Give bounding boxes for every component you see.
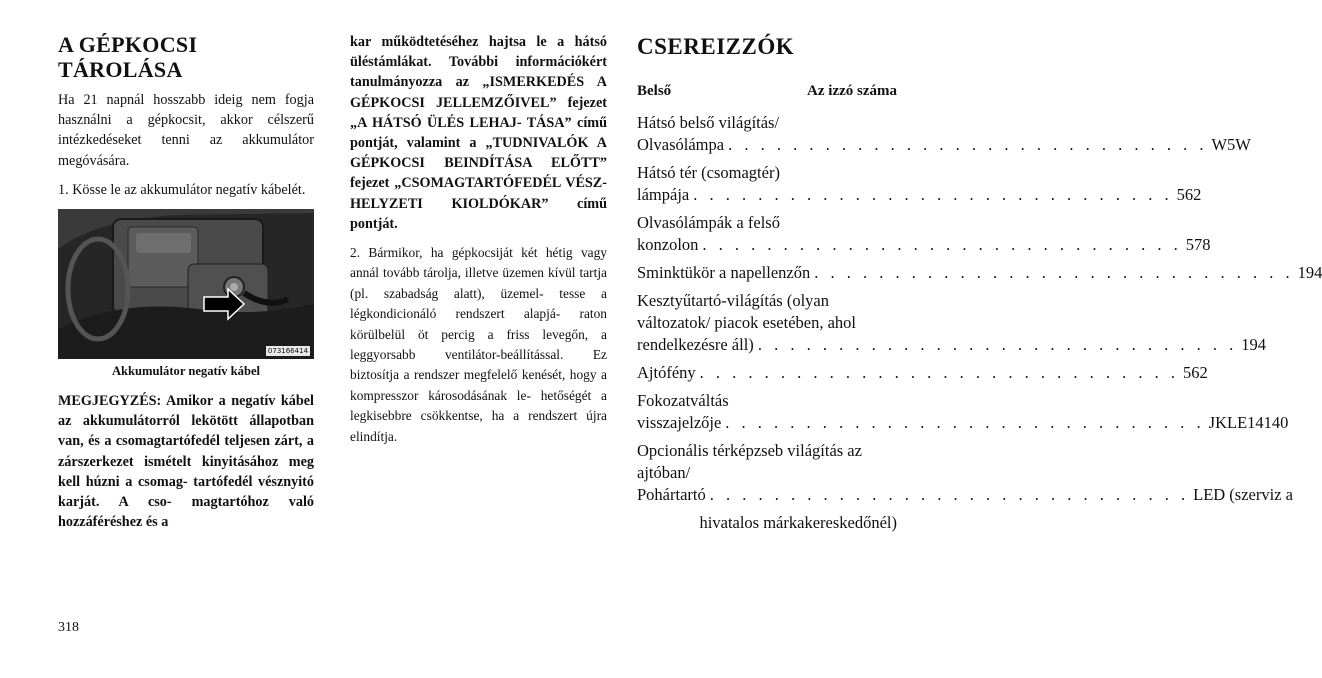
bulb-entry-label: konzolon <box>637 235 699 254</box>
section-heading-storage <box>58 32 314 82</box>
section-heading-bulbs: CSEREIZZÓK <box>637 34 795 59</box>
bulb-entry <box>637 112 1251 156</box>
battery-photo <box>58 209 314 359</box>
bulb-entry-label: rendelkezésre áll) <box>637 335 754 354</box>
storage-intro-paragraph: Ha 21 napnál hosszabb ideig nem fogja használni a gépkocsit, akkor célszerű intézkedéseket tenni az akkumulátor megóvására. <box>58 92 314 169</box>
bulb-entry-label: Sminktükör a napellenzőn <box>637 263 811 282</box>
dot-leader: . . . . . . . . . . . . . . . . . . . . . . . . . . . . . . <box>728 135 1208 154</box>
left-column <box>58 32 314 541</box>
bulb-entry <box>637 162 1202 206</box>
middle-column <box>350 32 607 456</box>
right-column <box>637 32 1322 540</box>
battery-illustration <box>58 209 314 359</box>
bulb-entry-description: Olvasólámpák a felső <box>637 213 780 232</box>
bulb-entry <box>637 212 1211 256</box>
bulb-entry-line <box>637 134 1251 156</box>
bulb-entry-description: Kesztyűtartó-világítás (olyan változatok/ piacok esetében, ahol <box>637 291 856 332</box>
bulb-entry <box>637 362 1208 384</box>
bulb-entry-value: 194 <box>1241 335 1266 354</box>
bulb-entry-value: 562 <box>1176 185 1202 204</box>
bulb-entry-line <box>637 334 1266 356</box>
bulb-entry-value: JKLE14140 <box>1208 413 1289 432</box>
table-header-interior: Belső <box>637 83 672 99</box>
dot-leader: . . . . . . . . . . . . . . . . . . . . . . . . . . . . . . <box>757 335 1238 354</box>
bulb-entry-label: Pohártartó <box>637 485 706 504</box>
step-2-paragraph: 2. Bármikor, ha gépkocsiját két hétig vagy annál tovább tárolja, illetve üzemen kívül tartja (pl. szabadság alatt), üzemel- tesse a légkondicionáló rendszert alapjá- raton körülbelül öt percig a friss levegőn, a leggyorsabb ventilátor-beállítással. Ez biztosítja a rendszer megfelelő kenését, hogy a kompresszor károsodásának le- hetőségét a legkisebbre csökkentse, ha a rendszert újra elindítja. <box>350 245 607 444</box>
bulb-entry-label: lámpája <box>637 185 690 204</box>
bulb-entry <box>637 390 1289 434</box>
bulb-entry-line <box>637 412 1289 434</box>
bulb-entry-label: Olvasólámpa <box>637 135 725 154</box>
bulb-entry-description: Hátsó tér (csomagtér) <box>637 163 780 182</box>
bulb-entry-label: visszajelzője <box>637 413 722 432</box>
bulb-entry-description: Opcionális térképzseb világítás az ajtóban/ <box>637 441 862 482</box>
photo-caption: Akkumulátor negatív kábel <box>111 364 261 379</box>
bulb-entry-value: 578 <box>1185 235 1211 254</box>
dot-leader: . . . . . . . . . . . . . . . . . . . . . . . . . . . . . . <box>702 235 1182 254</box>
bulb-entry-line <box>637 234 1211 256</box>
step-1-paragraph: 1. Kösse le az akkumulátor negatív kábelét. <box>58 181 306 198</box>
bulb-entry-value: W5W <box>1211 135 1251 154</box>
dot-leader: . . . . . . . . . . . . . . . . . . . . . . . . . . . . . . <box>709 485 1190 504</box>
bulb-table-header <box>637 83 897 100</box>
bulb-entry-value: LED (szerviz a <box>1193 485 1293 504</box>
note-continuation-paragraph: kar működtetéséhez hajtsa le a hátsó üléstámlákat. További információkért tanulmányozza az „ISMERKEDÉS A GÉPKOCSI JELLEMZŐIVEL” fejezet „A HÁTSÓ ÜLÉS LEHAJ- TÁSA” című pontját, valamint a „TUDNIVALÓK A GÉPKOCSI BEINDÍTÁSA ELŐTT” fejezet „CSOMAGTARTÓFEDÉL VÉSZ- HELYZETI KIOLDÓKAR” című pontját. <box>350 34 607 232</box>
bulb-entry <box>637 440 1293 506</box>
note-paragraph: MEGJEGYZÉS: Amikor a negatív kábel az akkumulátorról lekötött állapotban van, és a csomagtartófedél teljesen zárt, a zárszerkezet ismételt kinyitásához meg kell húzni a csomag- tartófedél vésznyitó karját. A cso- magtartóhoz való hozzáféréshez és a <box>58 393 314 531</box>
heading-line-1: A GÉPKOCSI <box>58 32 198 57</box>
bulb-entry-description: Fokozatváltás <box>637 391 729 410</box>
bulb-entry-line <box>637 362 1208 384</box>
bulb-entry <box>637 262 1322 284</box>
bulb-entry <box>637 290 1266 356</box>
page-number: 318 <box>58 620 79 635</box>
figure-code: 073166414 <box>267 347 308 356</box>
table-header-bulb-number: Az izzó száma <box>807 83 897 99</box>
bulb-list <box>637 112 1322 506</box>
bulb-entry-line <box>637 484 1293 506</box>
heading-line-2: TÁROLÁSA <box>58 57 183 82</box>
bulb-entry-continuation: hivatalos márkakereskedőnél) <box>699 513 897 532</box>
bulb-entry-description: Hátsó belső világítás/ <box>637 113 780 132</box>
dot-leader: . . . . . . . . . . . . . . . . . . . . . . . . . . . . . . <box>814 263 1294 282</box>
dot-leader: . . . . . . . . . . . . . . . . . . . . . . . . . . . . . . <box>725 413 1205 432</box>
dot-leader: . . . . . . . . . . . . . . . . . . . . . . . . . . . . . . <box>693 185 1173 204</box>
dot-leader: . . . . . . . . . . . . . . . . . . . . . . . . . . . . . . <box>699 363 1180 382</box>
bulb-entry-label: Ajtófény <box>637 363 696 382</box>
bulb-entry-value: 562 <box>1183 363 1208 382</box>
bulb-entry-value: 194 <box>1297 263 1322 282</box>
bulb-entry-line <box>637 262 1322 284</box>
bulb-entry-line <box>637 184 1202 206</box>
